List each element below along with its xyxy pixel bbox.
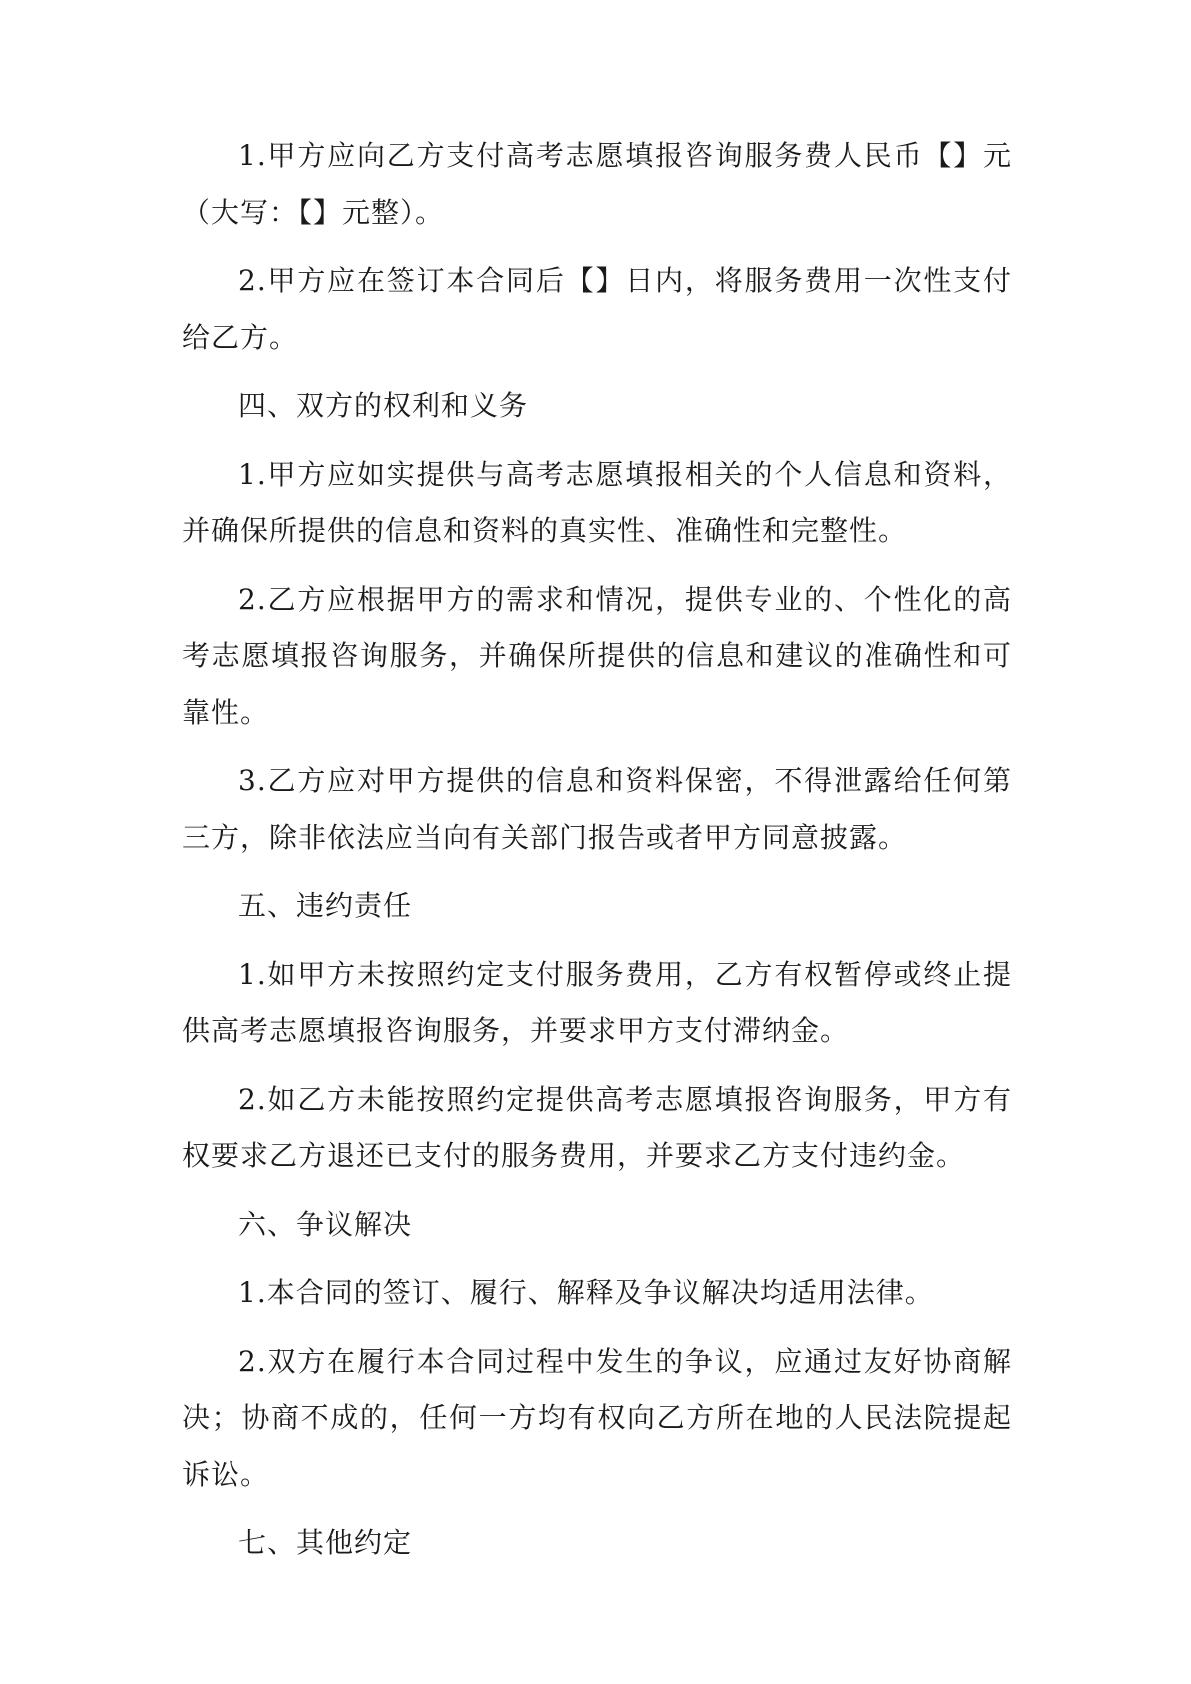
clause-confidentiality: 3.乙方应对甲方提供的信息和资料保密，不得泄露给任何第三方，除非依法应当向有关部门报告或者甲方同意披露。 [182,764,1012,854]
clause-party-b-service: 2.乙方应根据甲方的需求和情况，提供专业的、个性化的高考志愿填报咨询服务，并确保所提供的信息和建议的准确性和可靠性。 [182,582,1012,729]
section-heading-rights-obligations: 四、双方的权利和义务 [238,389,529,422]
clause-payment-amount: 1.甲方应向乙方支付高考志愿填报咨询服务费人民币【】元（大写：【】元整）。 [182,139,1012,229]
clause-dispute-resolution: 2.双方在履行本合同过程中发生的争议，应通过友好协商解决；协商不成的，任何一方均有权向乙方所在地的人民法院提起诉讼。 [182,1344,1012,1491]
clause-governing-law: 1.本合同的签订、履行、解释及争议解决均适用法律。 [238,1276,934,1309]
clause-party-a-breach: 1.如甲方未按照约定支付服务费用，乙方有权暂停或终止提供高考志愿填报咨询服务，并要求甲方支付滞纳金。 [182,957,1012,1047]
clause-party-b-breach: 2.如乙方未能按照约定提供高考志愿填报咨询服务，甲方有权要求乙方退还已支付的服务费用，并要求乙方支付违约金。 [182,1082,1012,1172]
section-heading-breach: 五、违约责任 [238,889,413,922]
section-heading-dispute: 六、争议解决 [238,1207,413,1241]
clause-party-a-information: 1.甲方应如实提供与高考志愿填报相关的个人信息和资料，并确保所提供的信息和资料的真实性、准确性和完整性。 [182,457,1012,547]
document-body [182,128,1012,1584]
clause-payment-deadline: 2.甲方应在签订本合同后【】日内，将服务费用一次性支付给乙方。 [182,264,1012,354]
section-heading-other: 七、其他约定 [238,1526,413,1559]
